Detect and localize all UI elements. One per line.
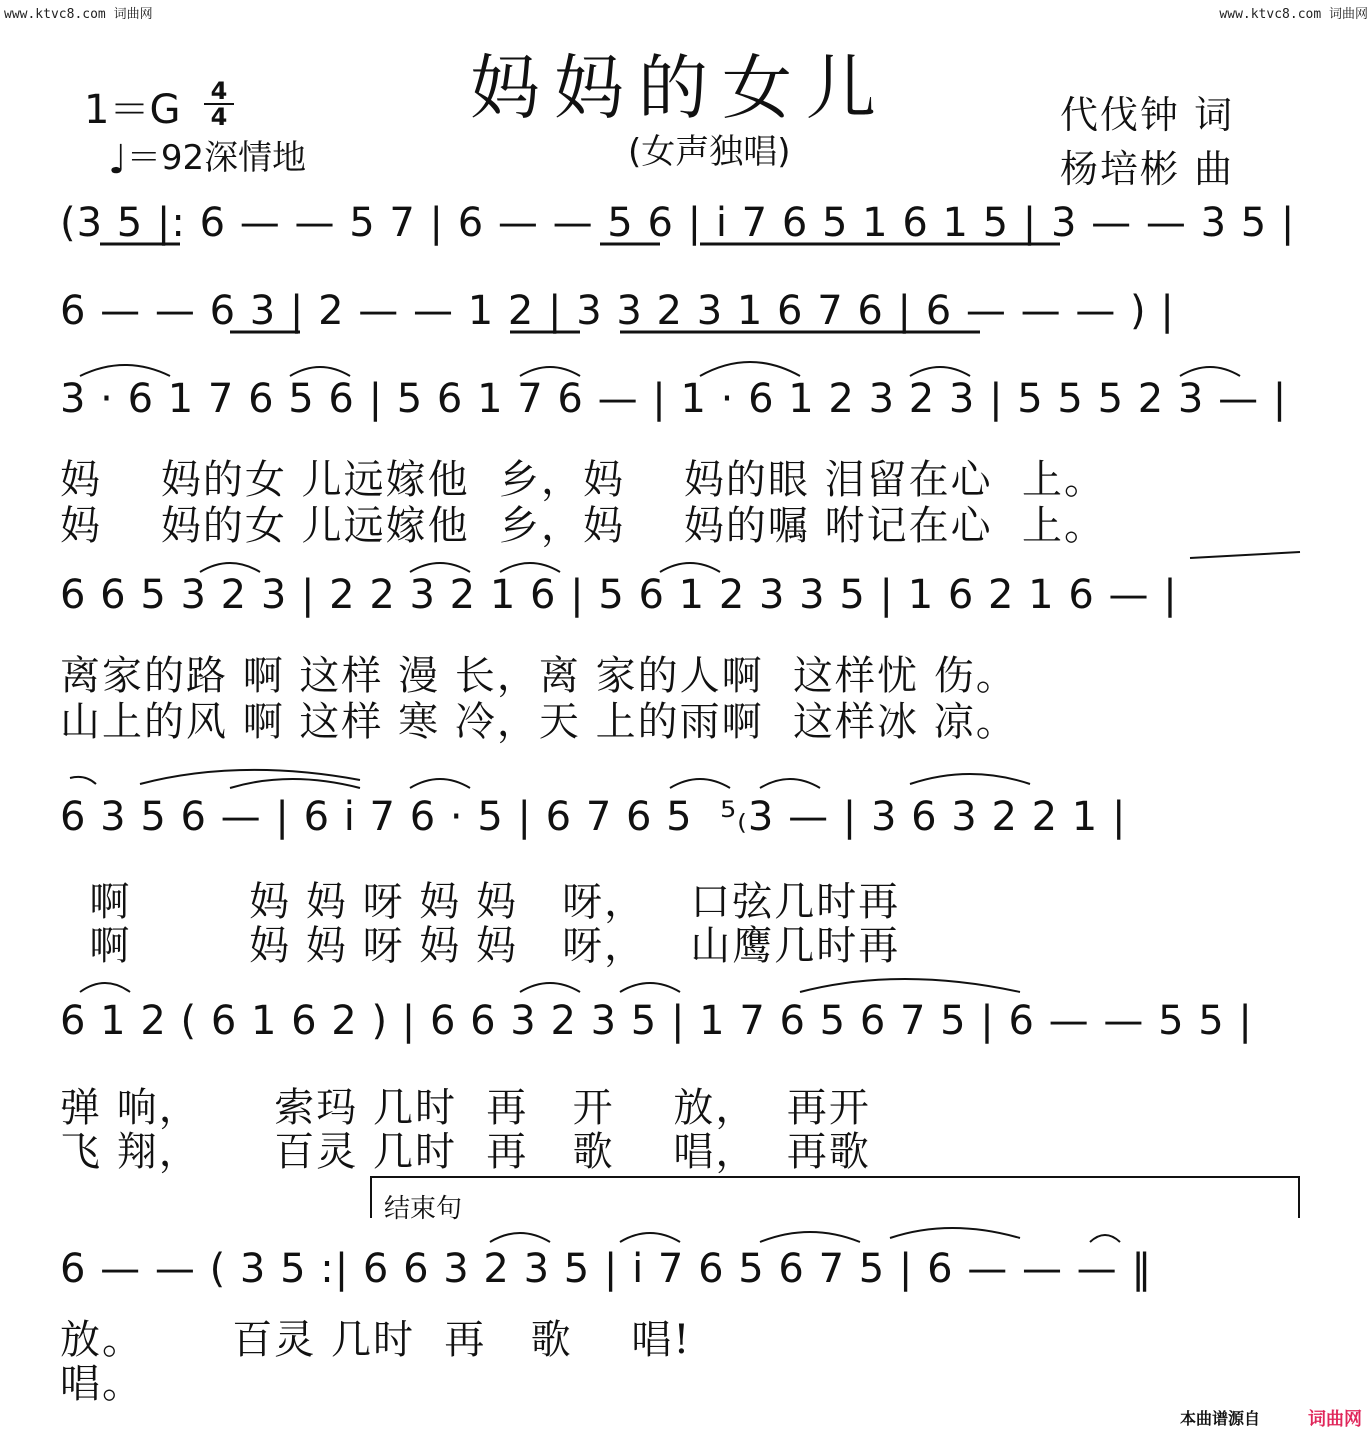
staff-row-7 xyxy=(60,1218,1300,1408)
notes-row-4: 6 6 5 3 2 3 | 2 2 3 2 1 6 | 5 6 1 2 3 3 5 | 1 6 2 1 6 — | xyxy=(60,572,1178,618)
lyrics-row-4-verse-2: 山上的风 啊 这样 寒 冷，天 上的雨啊 这样冰 凉。 xyxy=(60,699,1018,745)
lyrics-row-6-verse-2: 飞 翔， 百灵 几时 再 歌 唱， 再歌 xyxy=(60,1129,871,1175)
lyrics-row-7-verse-2: 唱。 xyxy=(60,1361,144,1407)
time-signature-top: 4 xyxy=(210,77,228,105)
notes-row-1: (3 5 |: 6 — — 5 7 | 6 — — 5 6 | i 7 6 5 1 6 1 5 | 3 — — 3 5 | xyxy=(60,200,1296,246)
staff-row-6 xyxy=(60,968,1300,1175)
song-subtitle: (女声独唱) xyxy=(628,132,791,172)
notes-row-5: 6 3 5 6 — | 6 i 7 6 · 5 | 6 7 6 5 ⁵₍3 — | 3 6 3 2 2 1 | xyxy=(60,794,1127,840)
lyrics-row-5-verse-1: 啊 妈 妈 呀 妈 妈 呀， 口弦几时再 xyxy=(60,879,901,925)
tempo-text: ＝92深情地 xyxy=(126,138,307,178)
lyrics-row-6-verse-1: 弹 响， 索玛 几时 再 开 放， 再开 xyxy=(60,1085,871,1131)
lyrics-row-5-verse-2: 啊 妈 妈 呀 妈 妈 呀， 山鹰几时再 xyxy=(60,923,901,969)
song-title: 妈妈的女儿 xyxy=(470,47,890,129)
lyrics-row-3-verse-2: 妈 妈的女 儿远嫁他 乡，妈 妈的嘱 咐记在心 上。 xyxy=(60,503,1107,549)
notes-row-6: 6 1 2 ( 6 1 6 2 ) | 6 6 3 2 3 5 | 1 7 6 5 6 7 5 | 6 — — 5 5 | xyxy=(60,998,1253,1044)
time-signature-bottom: 4 xyxy=(210,103,228,131)
lyrics-row-4-verse-1: 离家的路 啊 这样 漫 长，离 家的人啊 这样忧 伤。 xyxy=(60,653,1018,699)
footer-site-logo: 词曲网 xyxy=(1308,1409,1362,1430)
lyricist-credit: 代伐钟 词 xyxy=(1060,93,1235,137)
quarter-note-icon: ♩ xyxy=(108,137,127,183)
watermark-left: www.ktvc8.com 词曲网 xyxy=(4,7,153,22)
notes-row-3: 3 · 6 1 7 6 5 6 | 5 6 1 7 6 — | 1 · 6 1 2 3 2 3 | 5 5 5 2 3 — | xyxy=(60,376,1288,422)
staff-row-3 xyxy=(60,352,1300,549)
lyrics-row-7-verse-1: 放。 百灵 几时 再 歌 唱! xyxy=(60,1317,692,1363)
tempo-marking xyxy=(108,130,306,183)
notes-row-2: 6 — — 6 3 | 2 — — 1 2 | 3 3 2 3 1 6 7 6 | 6 — — — ) | xyxy=(60,288,1175,334)
time-signature xyxy=(200,77,238,131)
notes-row-7: 6 — — ( 3 5 :| 6 6 3 2 3 5 | i 7 6 5 6 7 5 | 6 — — — ‖ xyxy=(60,1246,1153,1292)
ending-label: 结束句 xyxy=(384,1194,463,1224)
staff-row-4 xyxy=(60,548,1300,745)
lyrics-row-3-verse-1: 妈 妈的女 儿远嫁他 乡，妈 妈的眼 泪留在心 上。 xyxy=(60,457,1107,503)
footer-source-label: 本曲谱源自 xyxy=(1179,1409,1260,1428)
watermark-right: www.ktvc8.com 词曲网 xyxy=(1219,7,1368,22)
underlines-row-1 xyxy=(60,196,1300,276)
ending-bracket xyxy=(370,1176,1300,1218)
staff-row-5 xyxy=(60,764,1300,969)
staff-row-1 xyxy=(60,196,1300,276)
key-signature: 1＝G xyxy=(84,87,181,133)
composer-credit: 杨培彬 曲 xyxy=(1060,147,1235,191)
